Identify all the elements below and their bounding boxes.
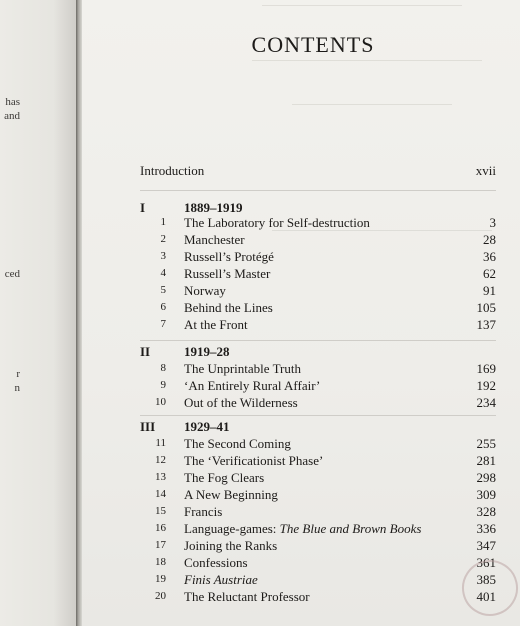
chapter-page: 36 — [483, 249, 496, 264]
toc-chapter-row[interactable] — [140, 538, 496, 556]
chapter-title-italic: Finis Austriae — [184, 572, 258, 587]
chapter-page: 137 — [476, 317, 496, 332]
chapter-title: Francis — [184, 504, 223, 519]
toc-chapter-row[interactable] — [140, 521, 496, 539]
chapter-number: 4 — [160, 267, 166, 279]
chapter-page: 91 — [483, 283, 496, 298]
chapter-number: 13 — [155, 471, 166, 483]
chapter-number: 12 — [155, 454, 166, 466]
chapter-title: Norway — [184, 283, 226, 298]
chapter-title — [184, 572, 258, 588]
chapter-title: Joining the Ranks — [184, 538, 278, 553]
introduction-page: xvii — [475, 163, 496, 178]
toc-chapter-row[interactable] — [140, 572, 496, 590]
chapter-page: 105 — [476, 300, 496, 315]
toc-chapter-row[interactable] — [140, 300, 496, 318]
part-number: I — [140, 200, 146, 215]
chapter-page: 62 — [483, 266, 496, 281]
chapter-number: 7 — [160, 318, 166, 330]
chapter-title: The ‘Verificationist Phase’ — [184, 453, 324, 468]
part-dates: 1889–1919 — [184, 200, 243, 215]
part-dates: 1919–28 — [184, 344, 230, 359]
chapter-number: 16 — [155, 522, 166, 534]
chapter-page: 328 — [476, 504, 496, 519]
left-page-fragment: r — [16, 368, 20, 380]
chapter-page: 347 — [476, 538, 496, 553]
chapter-title: Manchester — [184, 232, 245, 247]
chapter-number: 14 — [155, 488, 166, 500]
divider — [140, 340, 496, 341]
show-through-line — [292, 104, 452, 105]
toc-chapter-row[interactable] — [140, 470, 496, 488]
toc-chapter-row[interactable] — [140, 487, 496, 505]
toc-chapter-row[interactable] — [140, 589, 496, 607]
chapter-number: 1 — [160, 216, 166, 228]
chapter-number: 10 — [155, 396, 166, 408]
divider — [140, 190, 496, 191]
chapter-title: The Fog Clears — [184, 470, 265, 485]
chapter-title: ‘An Entirely Rural Affair’ — [184, 378, 321, 393]
toc-chapter-row[interactable] — [140, 215, 496, 233]
chapter-number: 5 — [160, 284, 166, 296]
toc-chapter-row[interactable] — [140, 378, 496, 396]
chapter-title-text: Language-games: — [184, 521, 280, 536]
toc-part-heading — [140, 419, 496, 437]
chapter-number: 17 — [155, 539, 166, 551]
toc-chapter-row[interactable] — [140, 555, 496, 573]
chapter-number: 3 — [160, 250, 166, 262]
chapter-title: Russell’s Master — [184, 266, 271, 281]
toc-chapter-row[interactable] — [140, 283, 496, 301]
chapter-number: 15 — [155, 505, 166, 517]
chapter-number: 9 — [160, 379, 166, 391]
toc-chapter-row[interactable] — [140, 317, 496, 335]
toc-part-heading — [140, 344, 496, 362]
chapter-page: 28 — [483, 232, 496, 247]
chapter-number: 18 — [155, 556, 166, 568]
divider — [140, 415, 496, 416]
chapter-page: 298 — [476, 470, 496, 485]
show-through-line — [262, 5, 462, 6]
chapter-number: 19 — [155, 573, 166, 585]
toc-chapter-row[interactable] — [140, 453, 496, 471]
chapter-title: A New Beginning — [184, 487, 278, 502]
chapter-page: 361 — [476, 555, 496, 570]
chapter-page: 255 — [476, 436, 496, 451]
chapter-number: 2 — [160, 233, 166, 245]
chapter-title-italic: The Blue and Brown Books — [279, 521, 422, 536]
chapter-number: 20 — [155, 590, 166, 602]
chapter-title — [184, 521, 421, 537]
chapter-number: 11 — [155, 437, 166, 449]
chapter-title: Out of the Wilderness — [184, 395, 298, 410]
toc-chapter-row[interactable] — [140, 232, 496, 250]
toc-chapter-row[interactable] — [140, 266, 496, 284]
show-through-line — [252, 60, 482, 61]
contents-page — [82, 0, 520, 626]
chapter-title: Behind the Lines — [184, 300, 273, 315]
chapter-title: Russell’s Protégé — [184, 249, 274, 264]
left-page-fragment: has — [5, 96, 20, 108]
part-dates: 1929–41 — [184, 419, 230, 434]
left-page-fragment: ced — [4, 268, 20, 280]
chapter-number: 6 — [160, 301, 166, 313]
chapter-title: The Second Coming — [184, 436, 291, 451]
chapter-page: 281 — [476, 453, 496, 468]
toc-chapter-row[interactable] — [140, 249, 496, 267]
chapter-page: 309 — [476, 487, 496, 502]
chapter-title: The Reluctant Professor — [184, 589, 310, 604]
left-page-fragment: n — [14, 382, 20, 394]
part-number: III — [140, 419, 156, 434]
chapter-page: 169 — [476, 361, 496, 376]
chapter-title: The Laboratory for Self-destruction — [184, 215, 370, 230]
chapter-title: Confessions — [184, 555, 248, 570]
chapter-page: 192 — [476, 378, 496, 393]
left-page — [0, 0, 76, 626]
part-number: II — [140, 344, 151, 359]
chapter-number: 8 — [160, 362, 166, 374]
chapter-title: At the Front — [184, 317, 248, 332]
chapter-title: The Unprintable Truth — [184, 361, 301, 376]
left-page-fragment: and — [4, 110, 20, 122]
chapter-page: 3 — [489, 215, 496, 230]
toc-introduction[interactable] — [140, 163, 496, 181]
toc-chapter-row[interactable] — [140, 395, 496, 413]
toc-chapter-row[interactable] — [140, 436, 496, 454]
chapter-page: 385 — [476, 572, 496, 587]
chapter-page: 336 — [476, 521, 496, 536]
chapter-page: 401 — [476, 589, 496, 604]
introduction-title: Introduction — [140, 163, 205, 178]
chapter-page: 234 — [476, 395, 496, 410]
page-title: CONTENTS — [251, 32, 375, 57]
toc-chapter-row[interactable] — [140, 504, 496, 522]
toc-chapter-row[interactable] — [140, 361, 496, 379]
